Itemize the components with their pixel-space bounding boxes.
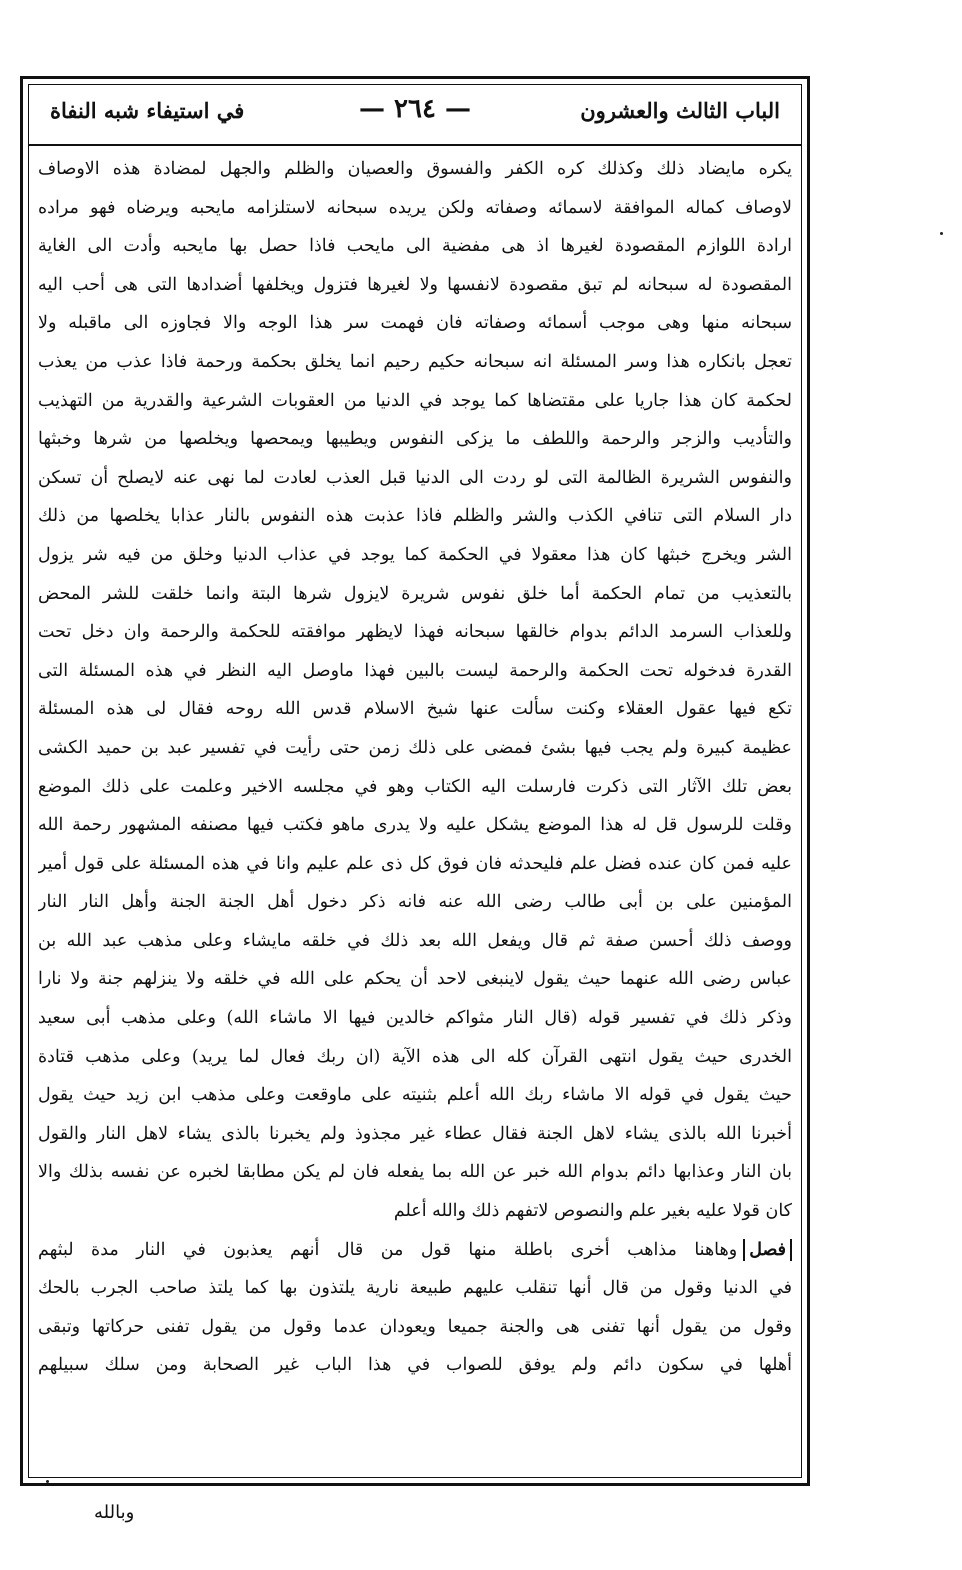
text-line: والتأديب والزجر والرحمة واللطف ما يزكى النفوس ويطيبها ويمحصها ويخلصها من شرها وخبثها <box>38 429 792 450</box>
text-line: في الدنيا وقول من قال أنها تنقلب عليهم طبيعة نارية يلتذون بها كما يلتذ صاحب الجرب بالحك <box>38 1278 792 1299</box>
text-line: وقول من يقول أنها تفنى هى والجنة جميعا ويعودان عدما وقول من يقول تفنى حركاتها وتبقى <box>38 1316 792 1337</box>
text-line: تعجل بانكاره هذا وسر المسئلة انه سبحانه حكيم رحيم انما يخلق بحكمة ورحمة فاذا عذب من يعذب <box>38 351 792 372</box>
text-line: ارادة اللوازم المقصودة لغيرها اذ هى مفضية الى مايحب فاذا حصل بها مايحبه وأدت الى الغاية <box>38 236 792 257</box>
text-line: الخدرى حيث يقول انتهى القرآن كله الى هذه الآية (ان ربك فعال لما يريد) وعلى مذهب قتادة <box>38 1046 792 1067</box>
text-line: المقصودة له سبحانه لم تبق مقصودة لانفسها ولا لغيرها فتزول ويخلفها أضدادها التى هى أحب اليه <box>38 274 792 295</box>
text-line: بالتعذيب من تمام الحكمة أما خلق نفوس شريرة لايزول شرها البتة وانما خلقت للشر المحض <box>38 583 792 604</box>
text-line: القدرة فدخوله تحت الحكمة والرحمة ليست بالبين فهذا ماوصل اليه النظر في هذه المسئلة التى <box>38 660 792 681</box>
text-line: بعض تلك الآثار التى ذكرت فارسلت اليه الكتاب وهو في مجلسه الاخير وعلمت على ذلك الموضع <box>38 776 792 797</box>
text-line: لحكمة كان هذا جاريا على مقتضاها كما يوجد في الدنيا من العقوبات الشرعية والقدرية من التهذيب <box>38 390 792 411</box>
text-line: عظيمة كبيرة ولم يجب فيها بشئ فمضى على ذلك زمن حتى رأيت في تفسير عبد بن حميد الكشى <box>38 737 792 758</box>
text-line: ووصف ذلك أحسن صفة ثم قال ويفعل الله بعد ذلك في خلقه مايشاء وعلى مذهب عبد الله بن <box>38 930 792 951</box>
catchword: وبالله <box>94 1502 135 1523</box>
page-number: — ٢٦٤ — <box>358 94 472 124</box>
fasl-label: فصل <box>743 1239 792 1261</box>
chapter-title: الباب الثالث والعشرون <box>580 98 780 123</box>
running-header <box>28 84 802 146</box>
text-line: بان النار وعذابها دائم بدوام الله خبر عن الله بما يفعله فان لم يكن مطابقا لخبره عن نفسه بذلك والا <box>38 1162 792 1183</box>
text-line: لاوصاف كماله الموافقة لاسمائه وصفاته ولكن يريده سبحانه لاستلزامه مايحبه ويرضاه فهو مراده <box>38 197 792 218</box>
text-line: وللعذاب السرمد الدائم بدوام خالقها سبحانه فهذا لايظهر موافقته للحكمة والرحمة وان دخل تحت <box>38 622 792 643</box>
text-line: وقلت للرسول قل له هذا الموضع يشكل عليه ولا يدرى ماهو فكتب فيها مصنفه المشهور رحمة الله <box>38 815 792 836</box>
text-line: أخبرنا الله بالذى يشاء لاهل الجنة فقال عطاء غير مجذوذ ولم يخبرنا بالذى يشاء لاهل النار والقول <box>38 1123 792 1144</box>
text-line: دار السلام التى تنافي الكذب والشر والظلم فاذا عذبت هذه النفوس بالنار عذابا يخلصها من ذلك <box>38 506 792 527</box>
main-text <box>38 150 792 1385</box>
fasl-text: وهاهنا مذاهب أخرى باطلة منها قول من قال أنهم يعذبون في النار مدة لبثهم <box>38 1239 738 1260</box>
text-line: الشر ويخرج خبثها كان هذا معقولا في الحكمة كما يوجد في عذاب الدنيا وخلق من فيه شر يزول <box>38 544 792 565</box>
section-title: في استيفاء شبه النفاة <box>50 98 245 123</box>
text-line: يكره مايضاد ذلك وكذلك كره الكفر والفسوق والعصيان والظلم والجهل لمضادة هذه الاوصاف <box>38 159 792 179</box>
text-line: عباس رضى الله عنهما حيث يقول لاينبغى لاحد أن يحكم على الله في خلقه ولا ينزلهم جنة ولا نارا <box>38 969 792 990</box>
text-line: عليه فمن كان عنده فضل علم فليحدثه فان فوق كل ذى علم عليم وانا في هذه المسئلة على قول أمير <box>38 853 792 874</box>
scan-speck <box>940 232 943 235</box>
fasl-line <box>38 1231 792 1270</box>
text-line: كان قولا عليه بغير علم والنصوص لاتفهم ذلك والله أعلم <box>393 1201 792 1222</box>
text-line: حيث يقول في قوله الا ماشاء ربك الله أعلم بثنيته على ماوقعت وعلى مذهب ابن زيد حيث يقول <box>38 1085 792 1106</box>
text-line: المؤمنين على بن أبى طالب رضى الله عنه فانه ذكر دخول أهل الجنة الجنة وأهل النار النار <box>38 892 792 913</box>
text-line: سبحانه منها وهى موجب أسمائه وصفاته فان فهمت سر هذا الوجه والا فجاوزه الى ماقبله ولا <box>38 313 792 334</box>
text-line: أهلها في سكون دائم ولم يوفق للصواب في هذا الباب غير الصحابة ومن سلك سبيلهم <box>38 1355 792 1376</box>
text-line: وذكر ذلك في تفسير قوله (قال النار مثواكم خالدين فيها الا ماشاء الله) وعلى مذهب أبى سعيد <box>38 1008 792 1029</box>
text-line: تكع فيها عقول العقلاء وكنت سألت عنها شيخ الاسلام قدس الله روحه فقال لى هذه المسئلة <box>38 699 792 720</box>
scan-speck <box>46 1480 49 1483</box>
text-line: والنفوس الشريرة الظالمة التى لو ردت الى الدنيا قبل العذب لعادت لما نهى عنه لايصلح أن تسكن <box>38 467 792 488</box>
